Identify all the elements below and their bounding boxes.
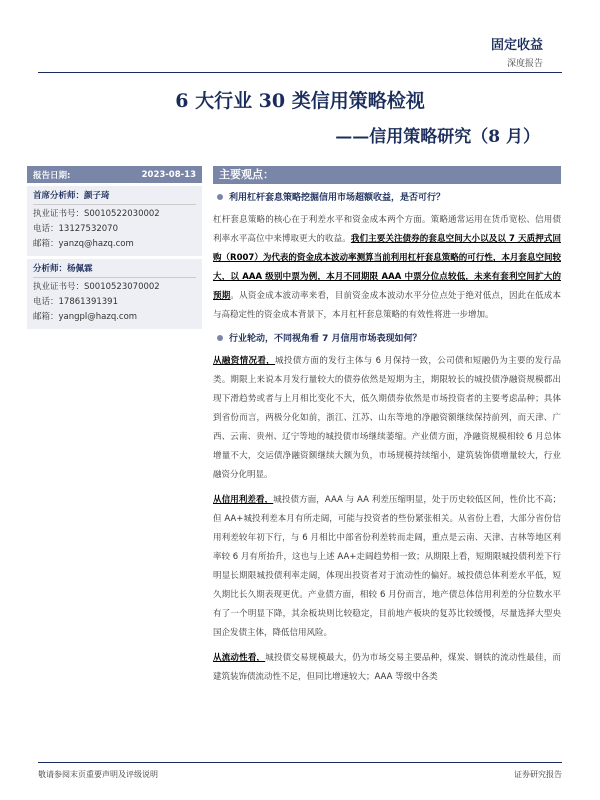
question-text: 利用杠杆套息策略挖掘信用市场超额收益，是否可行？ bbox=[229, 193, 446, 203]
question-text: 行业轮动，不同视角看 7 月信用市场表现如何？ bbox=[229, 334, 422, 344]
main-content bbox=[213, 166, 561, 693]
report-type: 深度报告 bbox=[506, 59, 543, 69]
paragraph bbox=[213, 649, 561, 687]
analyst-phone: 电话：17861391391 bbox=[33, 297, 118, 307]
analyst-email[interactable]: 邮箱：yangpl@hazq.com bbox=[33, 312, 138, 322]
analyst-card bbox=[27, 259, 202, 329]
key-finding-text: 我们主要关注债券的套息空间大小以及以 7 天质押式回购（R007）为代表的资金成本波动率测算当前利用杠杆套息策略的可行性，本月套息空间较大，以 AAA 级别中票为例，本月不同期限 AAA 中票分位点较低，未来有套利空间扩大的预期 bbox=[213, 234, 561, 301]
divider bbox=[33, 277, 196, 278]
sidebar bbox=[27, 166, 202, 329]
analyst-name: 分析师：杨佩霖 bbox=[33, 264, 93, 274]
paragraph-text: 城投债方面，AAA 与 AA 利差压缩明显，处于历史较低区间，性价比不高；但 AA+城投利差本月有所走阔，可能与投资者的些份紧张相关。从省份上看，大部分省份信用利差较年初下行，与 6 月相比中部省份利差转而走阔，重点是云南、天津、吉林等地区利率较 6 月有所抬升，这也与上述 AA+走阔趋势相一致；从期限上看，短期限城投债利差下行明显长期限城投债利率走阔，体现出投资者对于流动性的偏好。城投债总体利差水平低，短久期比长久期表现更优。产业债方面，相较 6 月份而言，地产债总体信用利差的分位数水平有了一个明显下降，其余板块则比较稳定，目前地产板块的复苏比较缓慢，尽量选择大型央国企发债主体，降低信用风险。 bbox=[213, 495, 561, 638]
footer bbox=[38, 762, 562, 780]
footer-disclaimer: 敬请参阅末页重要声明及评级说明 bbox=[38, 770, 158, 779]
analyst-phone: 电话：13127532070 bbox=[33, 224, 118, 234]
paragraph-text: 城投债方面的发行主体与 6 月保持一致，公司债和短融仍为主要的发行品类。期限上来说本月发行量较大的债券依然是短期为主，期限较长的城投债净融资规模都出现下滑趋势或者与上月相比变化不大，低久期债券依然是市场投资者的主要考虑品种；具体到省份而言，两极分化如前，浙江、江苏、山东等地的净融资额继续保持前列，而天津、广西、云南、贵州、辽宁等地的城投债市场继续萎缩。产业债方面，净融资规模相较 6 月总体增量不大，交运债净融资额继续大额为负，市场规模持续缩小，建筑装饰债增量较大，行业融资分化明显。 bbox=[213, 356, 561, 480]
analyst-cert: 执业证书号：S0010522030002 bbox=[33, 209, 160, 219]
paragraph-text: 城投债交易规模最大，仍为市场交易主要品种，煤炭、钢铁的流动性最佳，而建筑装饰债流动性不足，但同比增速较大；AAA 等级中各类 bbox=[213, 653, 561, 682]
paragraph-text: 。从资金成本波动率来看，目前资金成本波动水平分位点处于绝对低点，因此在低成本与高稳定性的资金成本背景下，本月杠杆套息策略的有效性将进一步增加。 bbox=[213, 291, 561, 320]
paragraph bbox=[213, 352, 561, 485]
paragraph-text: 杠杆套息策略的核心在于利差水平和资金成本两个方面。策略通常运用在货币宽松、信用债利率水平高位中来博取更大的收益。 bbox=[213, 215, 561, 244]
analyst-name: 首席分析师：颜子琦 bbox=[33, 191, 110, 201]
analyst-email[interactable]: 邮箱：yanzq@hazq.com bbox=[33, 239, 134, 249]
footer-label: 证券研究报告 bbox=[514, 770, 562, 779]
bullet-icon bbox=[217, 194, 223, 200]
paragraph-lead: 从融资情况看， bbox=[213, 356, 276, 366]
bullet-icon bbox=[217, 335, 223, 341]
report-title: 6 大行业 30 类信用策略检视 bbox=[175, 90, 425, 112]
question-heading bbox=[217, 331, 561, 344]
section-title: 主要观点： bbox=[213, 166, 561, 184]
paragraph bbox=[213, 211, 561, 325]
paragraph bbox=[213, 491, 561, 643]
report-date-bar bbox=[27, 166, 202, 183]
question-heading bbox=[217, 190, 561, 203]
report-category: 固定收益 bbox=[490, 38, 543, 53]
paragraph-lead: 从信用利差看， bbox=[213, 495, 274, 505]
report-date-value: 2023-08-13 bbox=[141, 169, 196, 180]
paragraph-lead: 从流动性看， bbox=[213, 653, 266, 663]
report-subtitle: ——信用策略研究（8 月） bbox=[335, 127, 540, 147]
analyst-card bbox=[27, 186, 202, 256]
header-divider bbox=[38, 72, 562, 73]
analyst-cert: 执业证书号：S0010523070002 bbox=[33, 282, 160, 292]
report-date-label: 报告日期: bbox=[33, 170, 71, 181]
divider bbox=[33, 204, 196, 205]
header bbox=[491, 34, 543, 69]
